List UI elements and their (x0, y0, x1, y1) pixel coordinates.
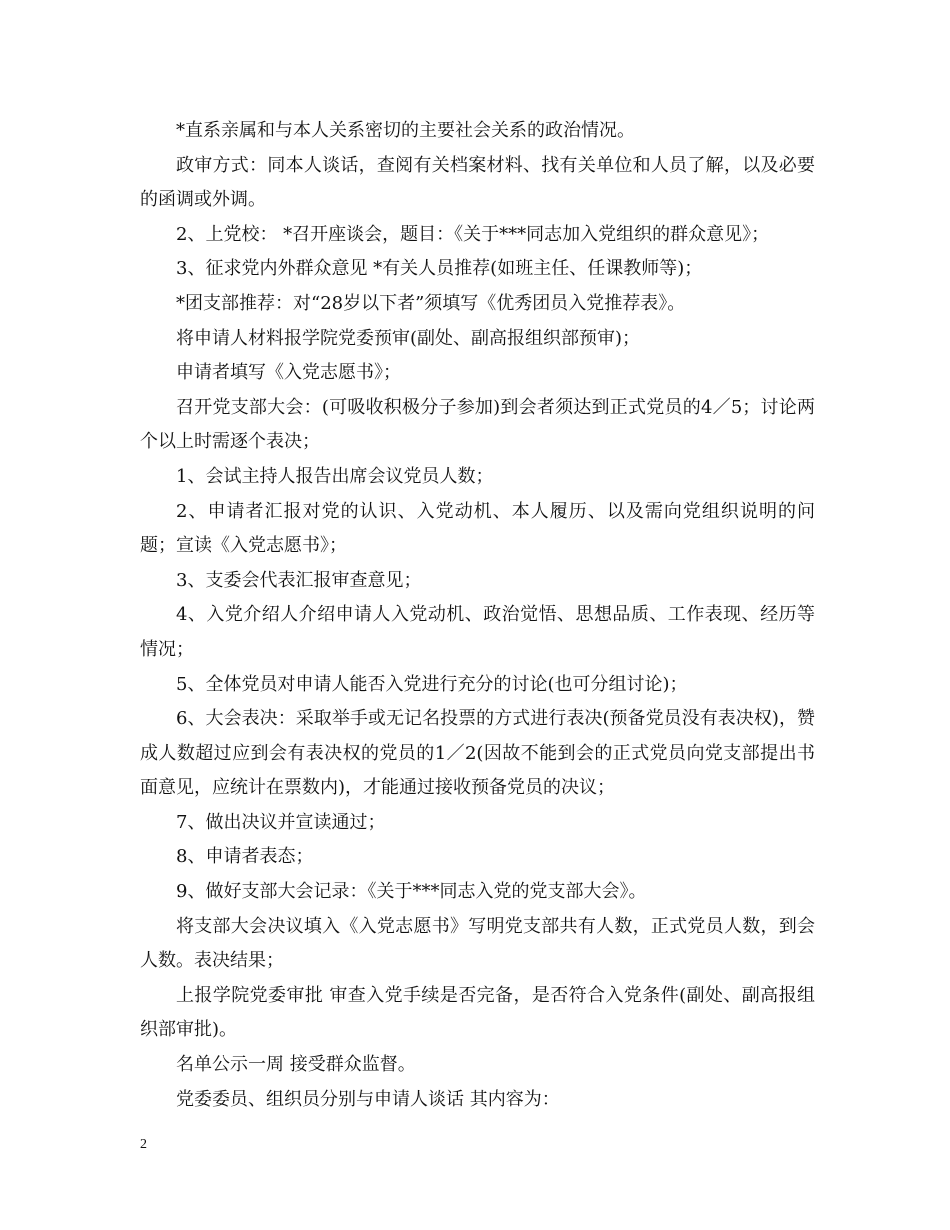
paragraph-14: 6、大会表决：采取举手或无记名投票的方式进行表决(预备党员没有表决权)，赞成人数超过应到会有表决权的党员的1／2(因故不能到会的正式党员向党支部提出书面意见，应统计在票数内)，才能通过接收预备党员的决议； (140, 708, 815, 799)
paragraph-21: 党委委员、组织员分别与申请人谈话 其内容为： (176, 1088, 560, 1110)
page-number: 2 (140, 1137, 147, 1152)
paragraph-9: 1、会试主持人报告出席会议党员人数； (176, 465, 494, 487)
paragraph-7: 申请者填写《入党志愿书》； (176, 362, 401, 384)
paragraph-15: 7、做出决议并宣读通过； (176, 811, 386, 833)
paragraph-20: 名单公示一周 接受群众监督。 (176, 1054, 416, 1076)
paragraph-3: 2、上党校： *召开座谈会，题目：《关于***同志加入党组织的群众意见》； (176, 223, 770, 245)
paragraph-5: *团支部推荐：对“28岁以下者”须填写《优秀团员入党推荐表》。 (176, 292, 686, 314)
document-body (140, 114, 815, 1117)
paragraph-12: 4、入党介绍人介绍申请人入党动机、政治觉悟、思想品质、工作表现、经历等情况； (140, 604, 815, 660)
paragraph-2: 政审方式：同本人谈话，查阅有关档案材料、找有关单位和人员了解，以及必要的函调或外调。 (140, 154, 815, 211)
paragraph-1: *直系亲属和与本人关系密切的主要社会关系的政治情况。 (176, 120, 635, 141)
paragraph-16: 8、申请者表态； (176, 846, 314, 868)
paragraph-10: 2、申请者汇报对党的认识、入党动机、本人履历、以及需向党组织说明的问题；宣读《入党志愿书》； (140, 500, 815, 557)
paragraph-19: 上报学院党委审批 审查入党手续是否完备，是否符合入党条件(副处、副高报组织部审批)。 (140, 984, 815, 1041)
paragraph-17: 9、做好支部大会记录：《关于***同志入党的党支部大会》。 (176, 881, 647, 903)
paragraph-8: 召开党支部大会：(可吸收积极分子参加)到会者须达到正式党员的4／5；讨论两个以上时需逐个表决； (140, 396, 815, 453)
paragraph-18: 将支部大会决议填入《入党志愿书》写明党支部共有人数，正式党员人数，到会人数。表决结果； (140, 915, 815, 972)
paragraph-6: 将申请人材料报学院党委预审(副处、副高报组织部预审)； (176, 327, 641, 349)
paragraph-4: 3、征求党内外群众意见 *有关人员推荐(如班主任、任课教师等)； (176, 258, 703, 280)
paragraph-11: 3、支委会代表汇报审查意见； (176, 569, 422, 591)
paragraph-13: 5、全体党员对申请人能否入党进行充分的讨论(也可分组讨论)； (176, 673, 688, 695)
